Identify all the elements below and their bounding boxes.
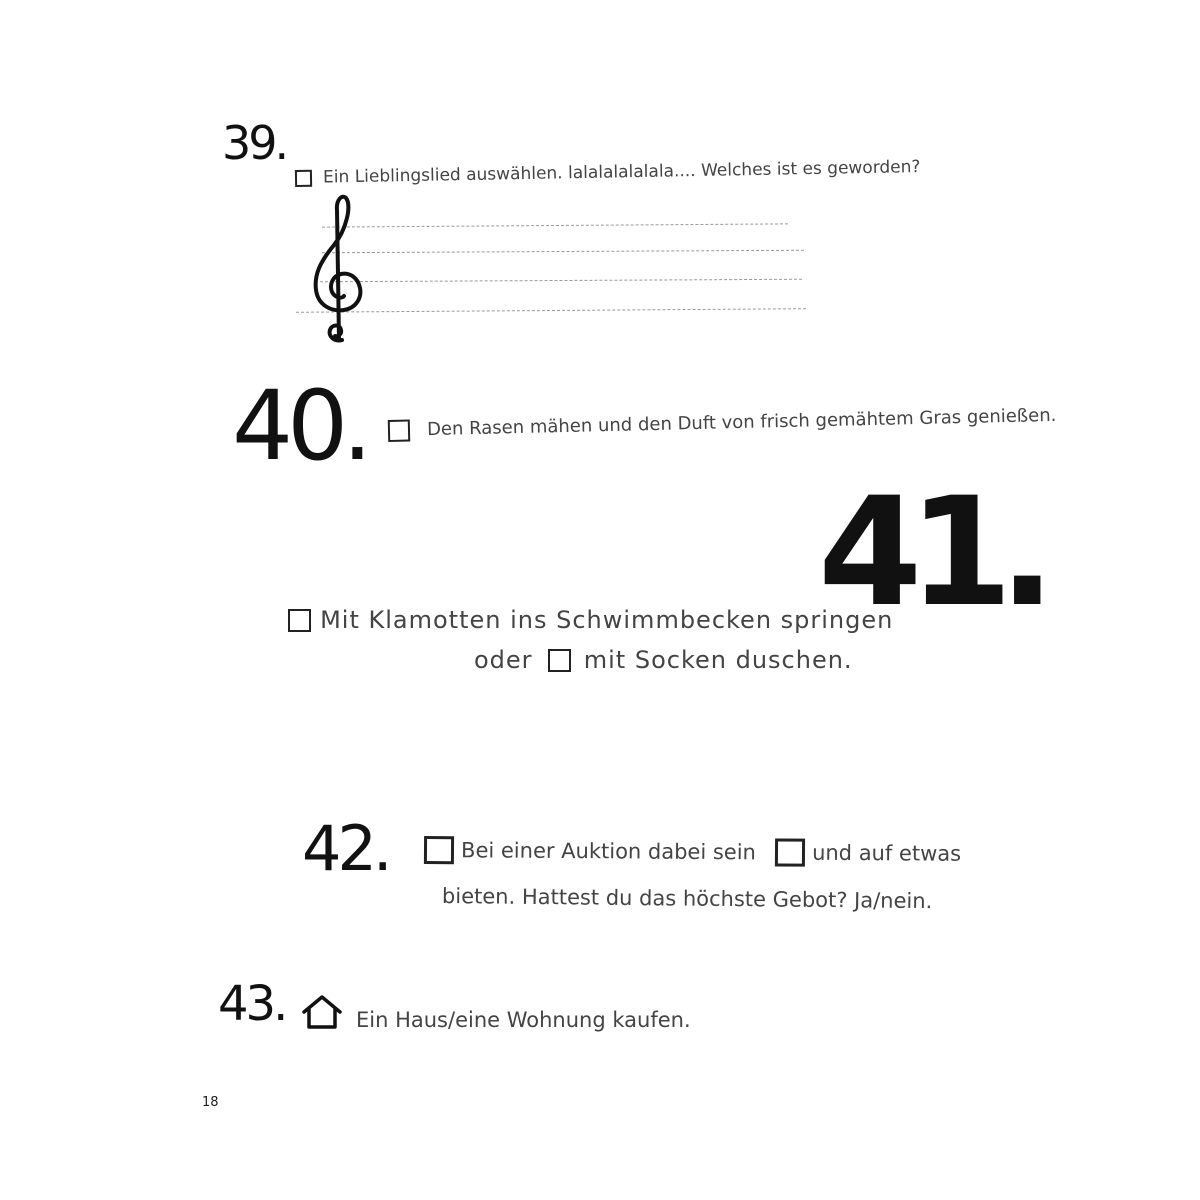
item-41-line2-prefix: oder [474,646,533,674]
item-40-text: Den Rasen mähen und den Duft von frisch gemähtem Gras genießen. [426,404,1057,441]
item-42-line1 [424,836,961,868]
item-41-checkbox-2-icon[interactable] [548,649,571,672]
item-42-checkbox-1-icon[interactable] [424,836,454,864]
item-42-checkbox-2-icon[interactable] [775,838,805,866]
item-41-number: 41. [818,466,1042,640]
item-42-number: 42. [302,812,389,885]
staff-line-4 [296,308,806,313]
item-39-checkbox-icon[interactable] [295,170,312,187]
item-41-checkbox-1-icon[interactable] [288,609,311,632]
staff-line-3 [320,279,802,283]
item-41-line2-suffix: mit Socken duschen. [583,646,853,674]
staff-line-2 [322,250,804,254]
item-41-line2 [474,648,853,672]
item-41-line1 [288,608,893,632]
item-40-number: 40. [232,370,367,482]
item-41-line1-text: Mit Klamotten ins Schwimmbecken springen [320,606,894,634]
item-39-number: 39. [222,116,287,170]
item-40-row [388,405,1057,442]
item-43-text: Ein Haus/eine Wohnung kaufen. [356,1008,691,1032]
treble-clef-icon [306,190,368,345]
item-40-checkbox-icon[interactable] [388,420,410,442]
item-39-row [295,157,921,187]
staff-line-1 [322,223,788,227]
item-42-line1-b: und auf etwas [812,840,962,866]
item-42-line2: bieten. Hattest du das höchste Gebot? Ja/nein. [441,884,933,914]
item-43-number: 43. [218,976,286,1032]
item-39-text: Ein Lieblingslied auswählen. lalalalalalala.... Welches ist es geworden? [322,157,921,188]
page-number: 18 [202,1095,219,1110]
house-icon [300,994,344,1030]
item-42-line1-a: Bei einer Auktion dabei sein [461,837,757,864]
